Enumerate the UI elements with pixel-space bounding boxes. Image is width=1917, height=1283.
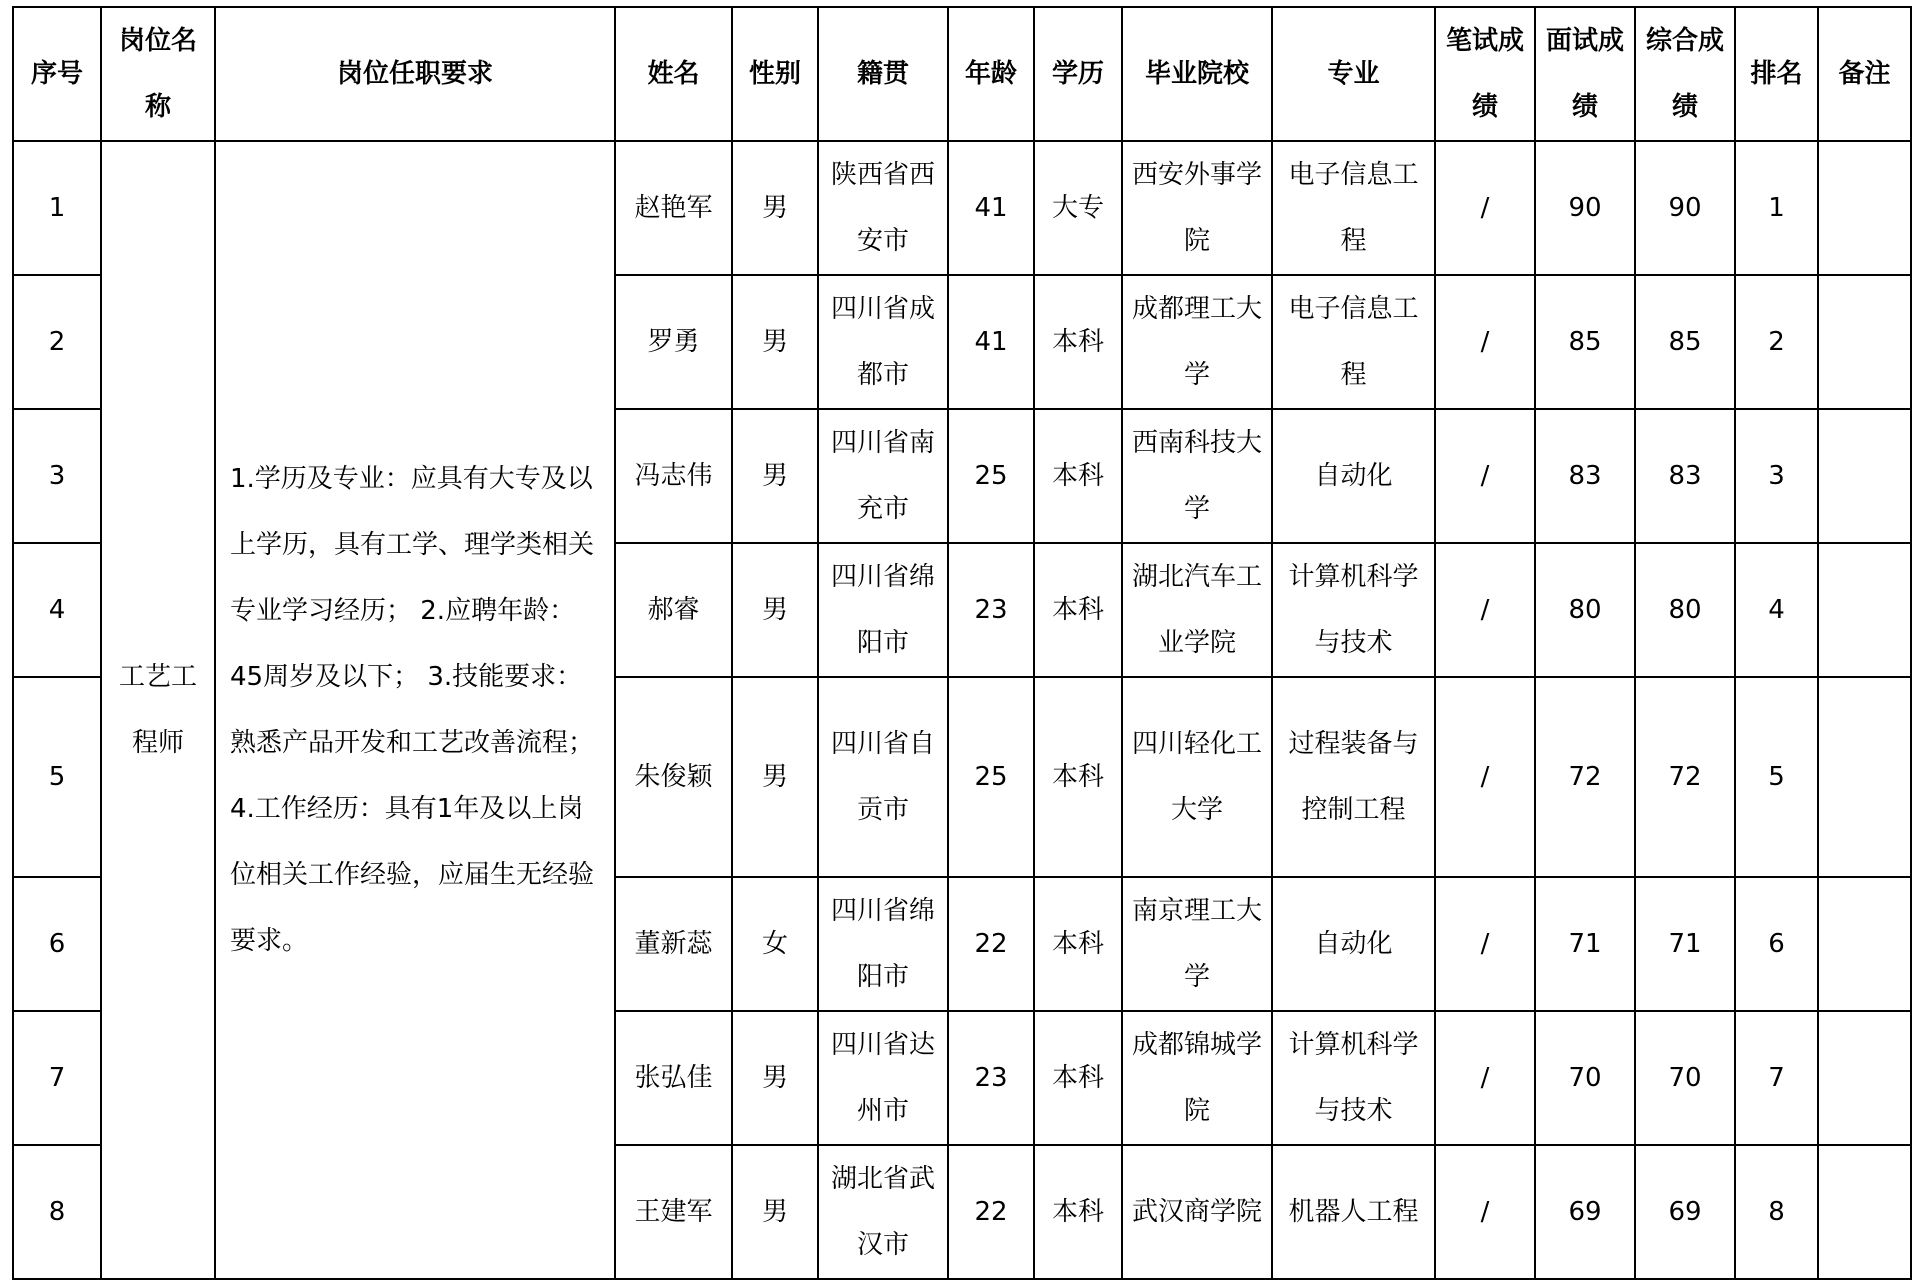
col-header-school: 毕业院校: [1122, 7, 1272, 141]
cell-gender: 男: [732, 677, 818, 877]
cell-major: 自动化: [1272, 409, 1435, 543]
col-header-rank: 排名: [1735, 7, 1818, 141]
col-header-total-score: 综合成绩: [1635, 7, 1735, 141]
col-header-name: 姓名: [615, 7, 732, 141]
cell-position-name: 工艺工程师: [101, 141, 215, 1279]
cell-interview-score: 80: [1535, 543, 1635, 677]
cell-name: 朱俊颖: [615, 677, 732, 877]
cell-interview-score: 69: [1535, 1145, 1635, 1279]
cell-interview-score: 90: [1535, 141, 1635, 275]
cell-major: 电子信息工程: [1272, 141, 1435, 275]
cell-education: 本科: [1034, 1145, 1122, 1279]
cell-total-score: 69: [1635, 1145, 1735, 1279]
cell-note: [1818, 677, 1911, 877]
cell-school: 湖北汽车工业学院: [1122, 543, 1272, 677]
cell-written-score: /: [1435, 543, 1535, 677]
col-header-major: 专业: [1272, 7, 1435, 141]
cell-age: 25: [948, 677, 1034, 877]
cell-gender: 男: [732, 409, 818, 543]
candidate-table: [12, 6, 1912, 1280]
cell-interview-score: 72: [1535, 677, 1635, 877]
cell-major: 自动化: [1272, 877, 1435, 1011]
cell-age: 23: [948, 543, 1034, 677]
cell-rank: 8: [1735, 1145, 1818, 1279]
cell-major: 机器人工程: [1272, 1145, 1435, 1279]
col-header-written-score: 笔试成绩: [1435, 7, 1535, 141]
cell-note: [1818, 409, 1911, 543]
cell-written-score: /: [1435, 1011, 1535, 1145]
cell-age: 23: [948, 1011, 1034, 1145]
cell-origin: 四川省绵阳市: [818, 877, 948, 1011]
cell-note: [1818, 1011, 1911, 1145]
cell-age: 41: [948, 275, 1034, 409]
cell-written-score: /: [1435, 877, 1535, 1011]
table-row: [13, 141, 1911, 275]
cell-age: 22: [948, 1145, 1034, 1279]
col-header-age: 年龄: [948, 7, 1034, 141]
cell-name: 董新蕊: [615, 877, 732, 1011]
cell-position-requirements: 1.学历及专业：应具有大专及以上学历，具有工学、理学类相关专业学习经历； 2.应聘年龄：45周岁及以下； 3.技能要求：熟悉产品开发和工艺改善流程； 4.工作经历：具有1年及以上岗位相关工作经验，应届生无经验要求。: [215, 141, 615, 1279]
cell-origin: 四川省成都市: [818, 275, 948, 409]
cell-origin: 四川省达州市: [818, 1011, 948, 1145]
col-header-education: 学历: [1034, 7, 1122, 141]
cell-no: 4: [13, 543, 101, 677]
cell-name: 赵艳军: [615, 141, 732, 275]
cell-gender: 男: [732, 543, 818, 677]
cell-total-score: 85: [1635, 275, 1735, 409]
cell-total-score: 70: [1635, 1011, 1735, 1145]
cell-age: 25: [948, 409, 1034, 543]
cell-school: 武汉商学院: [1122, 1145, 1272, 1279]
cell-written-score: /: [1435, 1145, 1535, 1279]
cell-written-score: /: [1435, 677, 1535, 877]
cell-rank: 2: [1735, 275, 1818, 409]
cell-no: 8: [13, 1145, 101, 1279]
cell-school: 成都锦城学院: [1122, 1011, 1272, 1145]
cell-age: 22: [948, 877, 1034, 1011]
cell-written-score: /: [1435, 275, 1535, 409]
cell-note: [1818, 543, 1911, 677]
cell-no: 3: [13, 409, 101, 543]
cell-no: 2: [13, 275, 101, 409]
cell-origin: 湖北省武汉市: [818, 1145, 948, 1279]
cell-major: 计算机科学与技术: [1272, 1011, 1435, 1145]
cell-no: 1: [13, 141, 101, 275]
cell-name: 郝睿: [615, 543, 732, 677]
cell-total-score: 83: [1635, 409, 1735, 543]
cell-school: 南京理工大学: [1122, 877, 1272, 1011]
cell-school: 成都理工大学: [1122, 275, 1272, 409]
col-header-interview-score: 面试成绩: [1535, 7, 1635, 141]
cell-education: 本科: [1034, 1011, 1122, 1145]
col-header-gender: 性别: [732, 7, 818, 141]
header-row: [13, 7, 1911, 141]
cell-education: 本科: [1034, 877, 1122, 1011]
cell-education: 本科: [1034, 275, 1122, 409]
cell-origin: 四川省绵阳市: [818, 543, 948, 677]
cell-rank: 6: [1735, 877, 1818, 1011]
cell-rank: 1: [1735, 141, 1818, 275]
cell-gender: 男: [732, 275, 818, 409]
cell-total-score: 71: [1635, 877, 1735, 1011]
cell-origin: 四川省自贡市: [818, 677, 948, 877]
cell-gender: 男: [732, 1011, 818, 1145]
cell-name: 张弘佳: [615, 1011, 732, 1145]
cell-interview-score: 85: [1535, 275, 1635, 409]
cell-written-score: /: [1435, 409, 1535, 543]
cell-note: [1818, 141, 1911, 275]
cell-rank: 3: [1735, 409, 1818, 543]
cell-education: 本科: [1034, 677, 1122, 877]
cell-rank: 5: [1735, 677, 1818, 877]
cell-age: 41: [948, 141, 1034, 275]
cell-written-score: /: [1435, 141, 1535, 275]
cell-rank: 4: [1735, 543, 1818, 677]
cell-origin: 陕西省西安市: [818, 141, 948, 275]
cell-gender: 男: [732, 141, 818, 275]
cell-name: 罗勇: [615, 275, 732, 409]
cell-total-score: 72: [1635, 677, 1735, 877]
cell-major: 过程装备与控制工程: [1272, 677, 1435, 877]
cell-education: 本科: [1034, 409, 1122, 543]
cell-no: 7: [13, 1011, 101, 1145]
col-header-note: 备注: [1818, 7, 1911, 141]
cell-major: 电子信息工程: [1272, 275, 1435, 409]
cell-school: 四川轻化工大学: [1122, 677, 1272, 877]
cell-education: 大专: [1034, 141, 1122, 275]
cell-total-score: 80: [1635, 543, 1735, 677]
cell-interview-score: 83: [1535, 409, 1635, 543]
cell-education: 本科: [1034, 543, 1122, 677]
cell-rank: 7: [1735, 1011, 1818, 1145]
col-header-position: 岗位名称: [101, 7, 215, 141]
cell-gender: 女: [732, 877, 818, 1011]
cell-gender: 男: [732, 1145, 818, 1279]
cell-no: 5: [13, 677, 101, 877]
cell-school: 西南科技大学: [1122, 409, 1272, 543]
cell-name: 王建军: [615, 1145, 732, 1279]
cell-interview-score: 71: [1535, 877, 1635, 1011]
col-header-origin: 籍贯: [818, 7, 948, 141]
cell-origin: 四川省南充市: [818, 409, 948, 543]
cell-note: [1818, 877, 1911, 1011]
cell-name: 冯志伟: [615, 409, 732, 543]
cell-note: [1818, 275, 1911, 409]
col-header-requirements: 岗位任职要求: [215, 7, 615, 141]
cell-interview-score: 70: [1535, 1011, 1635, 1145]
cell-note: [1818, 1145, 1911, 1279]
cell-school: 西安外事学院: [1122, 141, 1272, 275]
cell-total-score: 90: [1635, 141, 1735, 275]
cell-no: 6: [13, 877, 101, 1011]
cell-major: 计算机科学与技术: [1272, 543, 1435, 677]
col-header-no: 序号: [13, 7, 101, 141]
